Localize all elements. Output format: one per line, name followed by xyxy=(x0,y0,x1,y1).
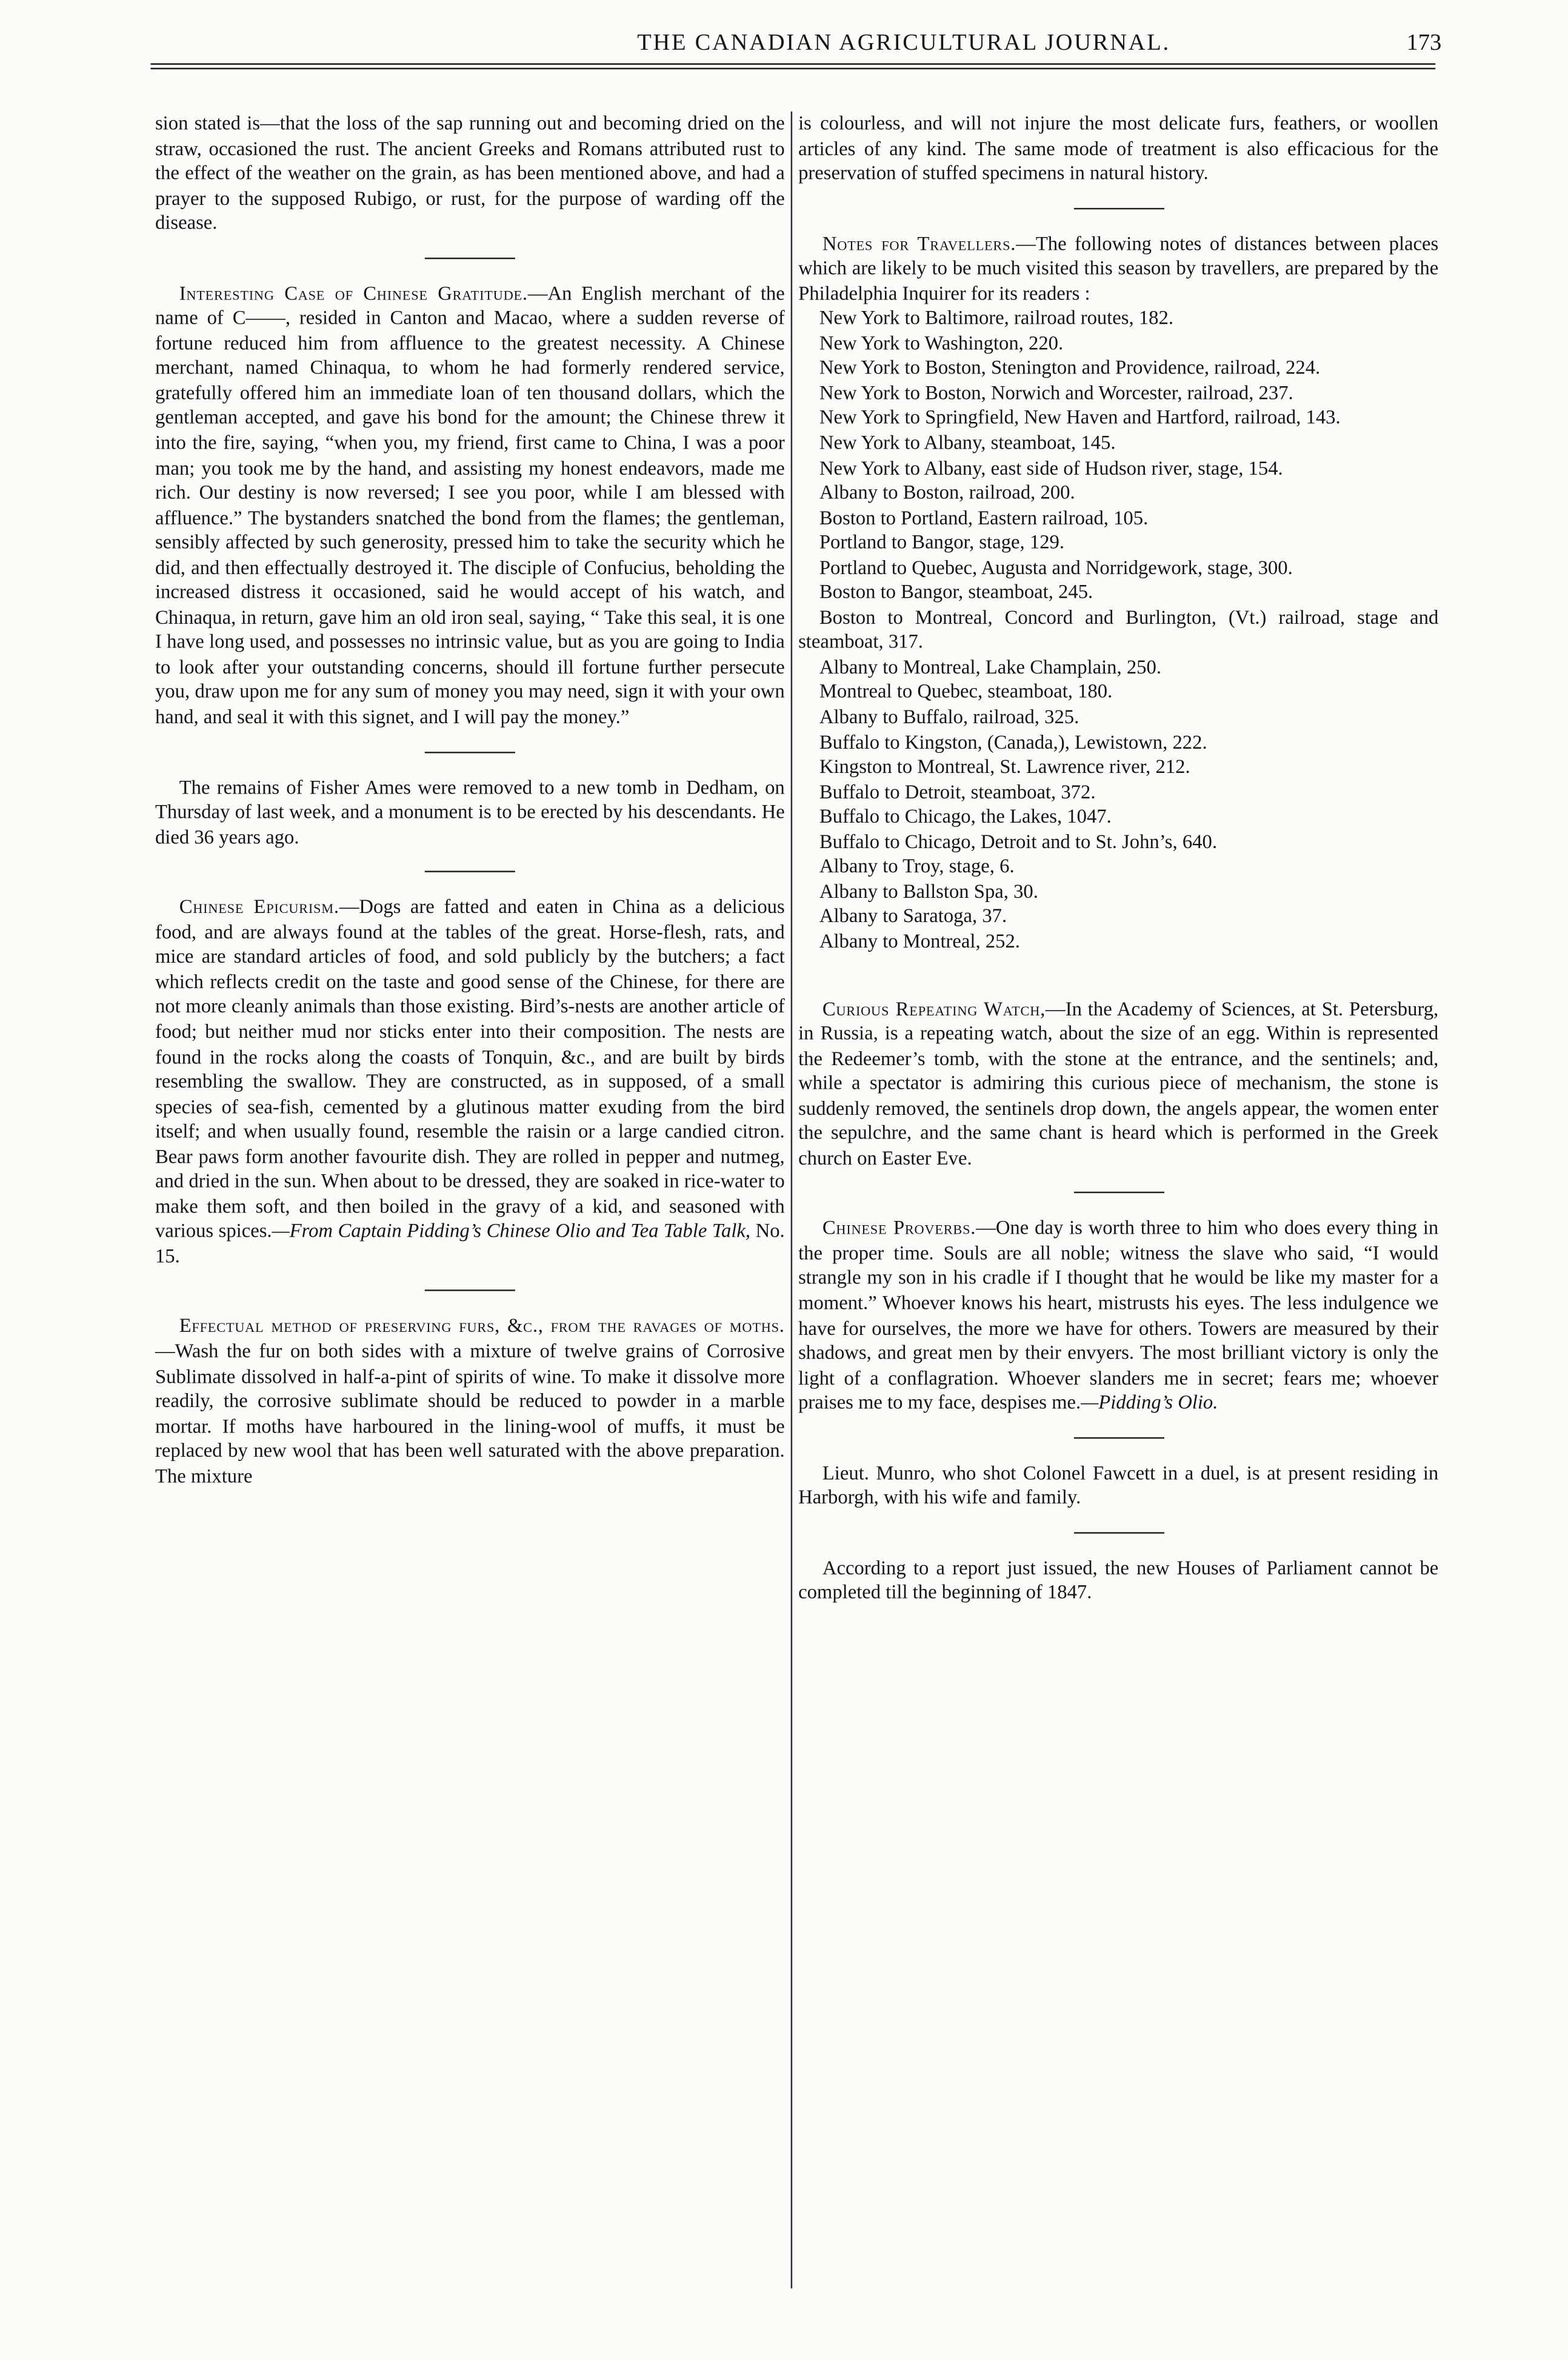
distance-entry: New York to Baltimore, railroad routes, 182. xyxy=(819,306,1174,329)
article-heading: Chinese Proverbs. xyxy=(822,1216,976,1239)
distance-entry: Buffalo to Detroit, steamboat, 372. xyxy=(819,780,1096,803)
distance-entry: Boston to Portland, Eastern railroad, 105. xyxy=(819,506,1149,529)
article-chinese-gratitude xyxy=(155,281,785,730)
distance-entry: Albany to Saratoga, 37. xyxy=(819,904,1007,928)
article-text: Lieut. Munro, who shot Colonel Fawcett in a duel, is at present residing in Harborgh, with his wife and family. xyxy=(798,1460,1439,1509)
distance-entry: Boston to Montreal, Concord and Burlington, (Vt.) railroad, stage and steamboat, 317. xyxy=(798,605,1439,654)
article-text: sion stated is—that the loss of the sap running out and becoming dried on the straw, occasioned the rust. The ancient Greeks and Romans attributed rust to the effect of the weather on the grain, as has been mentioned above, and had a prayer to the supposed Rubigo, or rust, for the purpose of warding off the disease. xyxy=(155,111,785,234)
article-chinese-proverbs xyxy=(798,1216,1438,1416)
distance-entry: Montreal to Quebec, steamboat, 180. xyxy=(819,680,1113,703)
article-text: is colourless, and will not injure the most delicate furs, feathers, or woollen articles of any kind. The same mode of treatment is also efficacious for the preservation of stuffed specimens in natural history. xyxy=(798,111,1439,184)
article-preserving-furs-continued xyxy=(798,112,1438,186)
distance-entry: Albany to Troy, stage, 6. xyxy=(819,854,1015,878)
left-column xyxy=(155,112,785,1501)
right-column xyxy=(798,112,1438,1618)
article-source: —From Captain Pidding’s Chinese Olio and Tea Table Talk, xyxy=(272,1219,751,1242)
column-divider xyxy=(791,112,792,2288)
article-rust xyxy=(155,112,785,236)
distance-entry: Portland to Quebec, Augusta and Norridgework, stage, 300. xyxy=(819,555,1293,578)
header-rule xyxy=(151,63,1436,69)
page-number: 173 xyxy=(1406,30,1442,56)
article-source-number: No. 15. xyxy=(155,1219,785,1267)
article-heading: Curious Repeating Watch, xyxy=(822,996,1046,1020)
distance-entry: Buffalo to Chicago, Detroit and to St. John’s, 640. xyxy=(819,829,1217,852)
distance-entry: Albany to Buffalo, railroad, 325. xyxy=(819,705,1079,728)
article-source: —Pidding’s Olio. xyxy=(1081,1391,1218,1414)
article-preserving-furs xyxy=(155,1314,785,1489)
distance-entry: New York to Boston, Stenington and Providence, railroad, 224. xyxy=(819,356,1321,379)
article-text: —One day is worth three to him who does every thing in the proper time. Souls are all noble; witness the slave who said, “I would strangle my son in his cradle if I thought that he would be like my master for a moment.” Whoever knows his heart, mistrusts his eyes. The less indulgence we have for ourselves, the more we have for others. Towers are measured by their shadows, and great men by their envyers. The most brilliant victory is only the light of a conflagration. Whoever slanders me in secret; fears me; whoever praises me to my face, despises me. xyxy=(798,1216,1439,1414)
distance-entry: New York to Boston, Norwich and Worcester, railroad, 237. xyxy=(819,381,1293,404)
article-notes-for-travellers xyxy=(798,232,1438,954)
distance-entry: Albany to Montreal, 252. xyxy=(819,929,1020,952)
article-text: —An English merchant of the name of C——, resided in Canton and Macao, where a sudden reverse of fortune reduced him from affluence to the greatest necessity. A Chinese merchant, named Chinaqua, to whom he had formerly rendered service, gratefully offered him an immediate loan of ten thousand dollars, which the gentleman accepted, and gave his bond for the amount; the Chinese threw it into the fire, saying, “when you, my friend, first came to China, I was a poor man; you took me by the hand, and assisting my honest endeavors, made me rich. Our destiny is now reversed; I see you poor, while I am blessed with affluence.” The bystanders snatched the bond from the flames; the gentleman, sensibly affected by such generosity, pressed him to take the security which he did, and then effectually destroyed it. The disciple of Confucius, beholding the increased distress it occasioned, said he would accept of his watch, and Chinaqua, in return, gave him an old iron seal, saying, “ Take this seal, it is one I have long used, and possesses no intrinsic value, but as you are going to India to look after your outstanding concerns, should ill fortune further persecute you, draw upon me for any sum of money you may need, sign it with your own hand, and seal it with this signet, and I will pay the money.” xyxy=(155,281,785,728)
article-text: —The following notes of distances between places which are likely to be much visited this season by travellers, are prepared by the Philadelphia Inquirer for its readers : xyxy=(798,231,1439,304)
section-rule xyxy=(1073,1532,1164,1533)
section-rule xyxy=(425,871,515,872)
section-rule xyxy=(1073,1192,1164,1194)
distance-entry: Buffalo to Kingston, (Canada,), Lewistown, 222. xyxy=(819,730,1207,753)
distance-entry: Kingston to Montreal, St. Lawrence river, 212. xyxy=(819,755,1190,778)
section-rule xyxy=(425,751,515,752)
article-text: —In the Academy of Sciences, at St. Petersburg, in Russia, is a repeating watch, about the size of an egg. Within is represented the Redeemer’s tomb, with the stone at the entrance, and the sentinels; and, while a spectator is admiring this curious piece of mechanism, the stone is suddenly removed, the sentinels drop down, the angels appear, the women enter the sepulchre, and the same chant is heard which is performed in the Greek church on Easter Eve. xyxy=(798,996,1439,1169)
section-rule xyxy=(425,1290,515,1291)
section-rule xyxy=(1073,1437,1164,1438)
distance-entry: Albany to Montreal, Lake Champlain, 250. xyxy=(819,655,1162,678)
article-fisher-ames xyxy=(155,775,785,850)
distance-entry: New York to Springfield, New Haven and Hartford, railroad, 143. xyxy=(819,406,1341,429)
article-text: —Wash the fur on both sides with a mixture of twelve grains of Corrosive Sublimate dissolved in half-a-pint of spirits of wine. To make it dissolve more readily, the corrosive sublimate should be reduced to powder in a marble mortar. If moths have harboured in the lining-wool of muffs, it must be replaced by new wool that has been well saturated with the above preparation. The mixture xyxy=(155,1339,785,1487)
article-heading: Chinese Epicurism. xyxy=(179,895,339,918)
section-rule xyxy=(425,257,515,258)
running-head: THE CANADIAN AGRICULTURAL JOURNAL. xyxy=(637,30,1170,56)
article-houses-of-parliament xyxy=(798,1556,1438,1606)
article-heading: Interesting Case of Chinese Gratitude. xyxy=(179,281,528,304)
article-text: The remains of Fisher Ames were removed to a new tomb in Dedham, on Thursday of last week, and a monument is to be erected by his descendants. He died 36 years ago. xyxy=(155,775,785,848)
distance-entry: New York to Albany, east side of Hudson river, stage, 154. xyxy=(819,455,1283,479)
article-text: According to a report just issued, the new Houses of Parliament cannot be completed till the beginning of 1847. xyxy=(798,1556,1439,1604)
distance-list xyxy=(798,306,1438,954)
article-repeating-watch xyxy=(798,997,1438,1171)
article-lieut-munro xyxy=(798,1461,1438,1511)
distance-entry: Albany to Ballston Spa, 30. xyxy=(819,879,1038,903)
article-heading: Effectual method of preserving furs, &c., from the ravages of moths. xyxy=(179,1314,785,1337)
article-heading: Notes for Travellers. xyxy=(822,231,1016,255)
distance-entry: Albany to Boston, railroad, 200. xyxy=(819,481,1075,504)
distance-entry: New York to Albany, steamboat, 145. xyxy=(819,430,1116,454)
section-rule xyxy=(1073,207,1164,209)
article-chinese-epicurism xyxy=(155,895,785,1269)
article-text: —Dogs are fatted and eaten in China as a delicious food, and are always found at the tables of the great. Horse-flesh, rats, and mice are standard articles of food, and sold publicly by the butchers; a fact which reflects credit on the taste and good sense of the Chinese, for there are not more cleanly animals than those existing. Bird’s-nests are another article of food; but neither mud nor sticks enter into their composition. The nests are found in the rocks along the coasts of Tonquin, &c., and are built by birds resembling the swallow. They are constructed, as in supposed, of a small species of sea-fish, cemented by a glutinous matter exuding from the bird itself; and when usually found, resemble the raisin or a large candied citron. Bear paws form another favourite dish. They are rolled in pepper and nutmeg, and dried in the sun. When about to be dressed, they are soaked in rice-water to make them soft, and then boiled in the gravy of a kid, and seasoned with various spices. xyxy=(155,895,785,1242)
distance-entry: Portland to Bangor, stage, 129. xyxy=(819,530,1065,553)
distance-entry: Boston to Bangor, steamboat, 245. xyxy=(819,580,1093,603)
distance-entry: Buffalo to Chicago, the Lakes, 1047. xyxy=(819,804,1112,827)
distance-entry: New York to Washington, 220. xyxy=(819,331,1064,354)
